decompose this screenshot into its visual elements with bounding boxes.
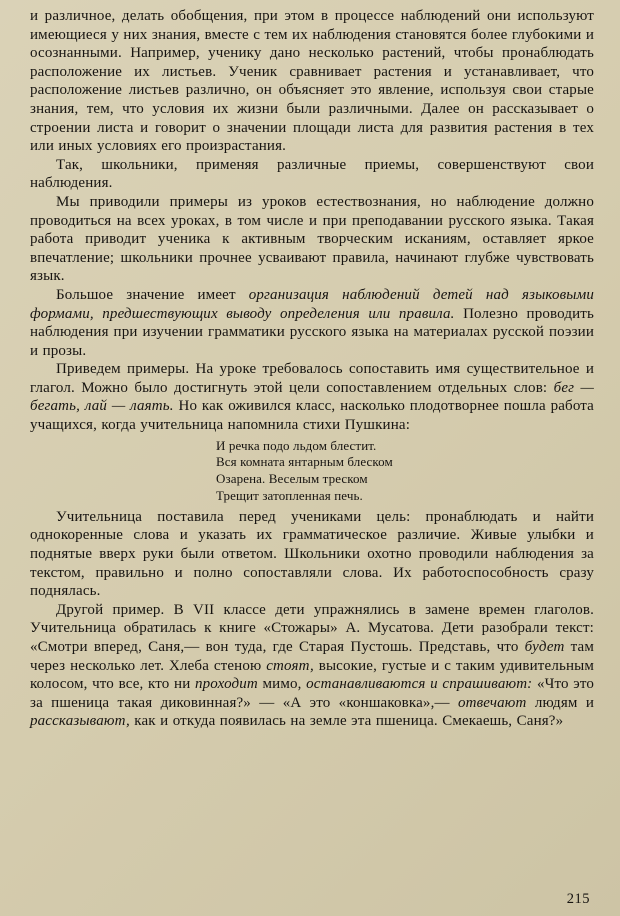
text-segment: высокие, густые и с таким удивительным колосом, что все, кто ни [30,657,594,693]
verse-line: Вся комната янтарным блеском [216,454,393,470]
page-number: 215 [566,891,590,907]
paragraph-teacher-goal: Учительница поставила перед учениками цель: пронаблюдать и найти однокоренные слова и указать их грамматическое различие. Живые улыбки и поднятые вверх руки были ответом. Школьники охотно проводили наблюдения за текстом, правильно и полно сопоставляли слова. Их работоспособность сразу поднялась. [30,508,594,600]
paragraph-language-forms [30,286,594,360]
text-segment-italic: бег — бегать, лай — лаять. [30,379,594,415]
verse-line: Озарена. Веселым треском [216,471,368,487]
text-segment: Другой пример. В VII классе дети упражнялись в замене времен глаголов. Учительница обратилась к книге «Стожары» А. Мусатова. Дети разобрали текст: «Смотри вперед, Саня,— вон туда, где Старая Пустошь. Представь, что [30,601,594,655]
text-segment-italic: рассказывают, [30,713,130,730]
text-segment-italic: организация наблюдений детей над языковыми формами, предшествующих выводу определения или правила. [30,286,594,322]
text-segment: Полезно проводить наблюдения при изучении грамматики русского языка на материалах русской поэзии и прозы. [30,305,595,359]
verse-line: Трещит затопленная печь. [216,488,363,504]
paragraph-lessons: Мы приводили примеры из уроков естествознания, но наблюдение должно проводиться на всех уроках, в том числе и при преподавании русского языка. Такая работа приводит ученика к активным творческим исканиям, оставляет яркое впечатление; школьники прочнее усваивают правила, начинают глубже чувствовать язык. [30,193,594,285]
text-segment: людям и [526,694,595,711]
text-segment: Приведем примеры. На уроке требовалось сопоставить имя существительное и глагол. Можно было достигнуть этой цели сопоставлением отдельных слов: [30,361,594,396]
text-segment: как и откуда появилась на земле эта пшеница. Смекаешь, Саня?» [129,713,564,730]
text-segment: Но как оживился класс, насколько плодотворнее пошла работа учащихся, когда учительница напомнила стихи Пушкина: [30,398,594,434]
verse-line: И речка подо льдом блестит. [216,437,377,453]
text-segment-italic: стоят, [266,657,314,674]
text-segment: мимо, [257,676,307,693]
text-segment: «Что это за пшеница такая диковинная?» — «А это «коншаковка»,— [30,676,595,711]
paragraph-second-example [30,601,594,731]
paragraph-schoolchildren: Так, школьники, применяя различные приемы, совершенствуют свои наблюдения. [30,156,594,192]
text-segment: там через несколько лет. Хлеба стеною [30,639,594,674]
paragraph-examples [30,360,594,434]
text-segment-italic: останавливаются и спрашивают: [306,676,533,693]
text-segment-italic: отвечают [457,694,527,711]
text-segment-italic: будет [524,639,565,655]
verse-block [216,438,594,505]
text-segment-italic: проходит [195,676,258,693]
paragraph-observations: и различное, делать обобщения, при этом в процессе наблюдений они используют имеющиеся у них знания, вместе с тем их наблюдения становятся более глубокими и осознанными. Например, ученику дано несколько растений, чтобы пронаблюдать расположение их листьев. Ученик сравнивает растения и устанавливает, что расположение листьев различно, он объясняет это явление, используя свои старые знания, тем, что условия их жизни были различными. Далее он рассказывает о строении листа и говорит о значении площади листа для развития растения в тех или иных условиях его произрастания. [30,8,594,155]
text-segment: Большое значение имеет [56,286,249,303]
